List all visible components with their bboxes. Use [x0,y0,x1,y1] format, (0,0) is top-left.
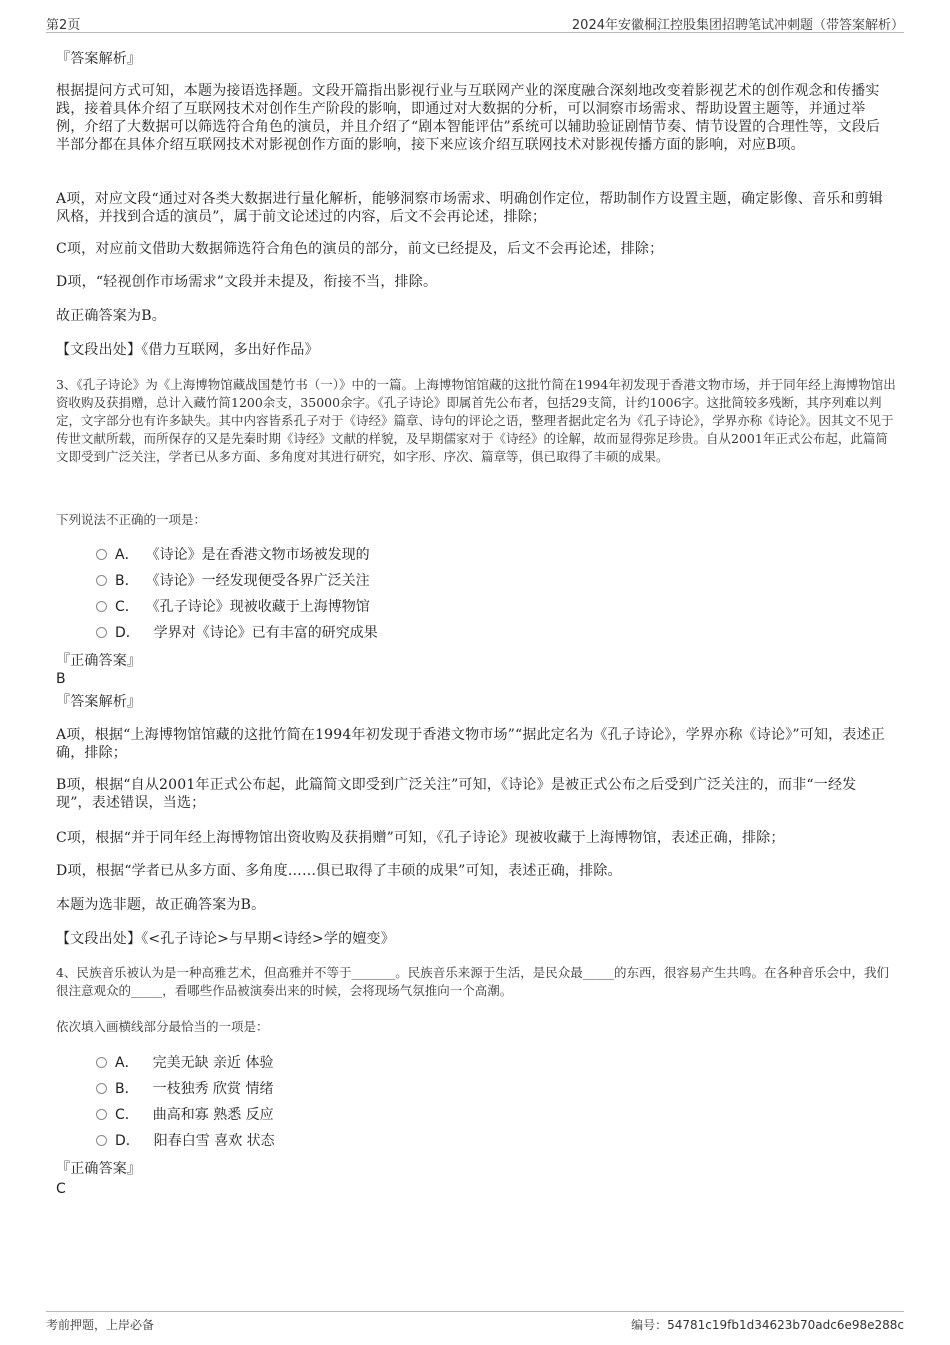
q3-answer-label: 『正确答案』 [56,653,142,669]
q4-stem: 4、民族音乐被认为是一种高雅艺术，但高雅并不等于_______。民族音乐来源于生活，是民众最_____的东西，很容易产生共鸣。在各种音乐会中，我们很注意观众的_____，看哪些作品被演奏出来的时候，会将现场气氛推向一个高潮。 [56,965,889,998]
q4-option-c[interactable] [96,1106,274,1124]
page-header [46,12,904,33]
q3-answer: B [56,671,66,687]
q3-analysis-option-d: D项，根据“学者已从多方面、多角度……俱已取得了丰硕的成果”可知，表述正确，排除。 [56,863,622,879]
footer-serial: 编号：54781c19fb1d34623b70adc6e98e288c [631,1318,904,1332]
option-letter: D． [115,1133,140,1149]
option-text: 阳春白雪 喜欢 状态 [153,1133,275,1149]
q4-answer: C [56,1181,66,1197]
radio-icon[interactable] [96,1109,107,1120]
q2-source: 【文段出处】《借力互联网，多出好作品》 [56,342,319,358]
q3-analysis-label: 『答案解析』 [56,694,142,710]
page-footer [46,1311,904,1336]
radio-icon[interactable] [96,549,107,560]
q4-option-d[interactable] [96,1132,275,1150]
radio-icon[interactable] [96,1135,107,1146]
footer-slogan: 考前押题，上岸必备 [46,1318,155,1332]
option-text: 《孔子诗论》现被收藏于上海博物馆 [152,599,370,615]
q3-stem: 3、《孔子诗论》为《上海博物馆藏战国楚竹书（一）》中的一篇。上海博物馆馆藏的这批竹简在1994年初发现于香港文物市场，并于同年经上海博物馆出资收购及获捐赠，总计入藏竹简1200余支，35000余字。《孔子诗论》即属首先公布者，包括29支简，计约1006字。这批简较多残断，其序列难以判定，文字部分也有许多缺失。其中内容皆系孔子对于《诗经》篇章、诗句的评论之语，整理者据此定名为《孔子诗论》，学界亦称《诗论》。因其文不见于传世文献所载，而所保存的又是先秦时期《诗经》文献的样貌，及早期儒家对于《诗经》的诠解，故而显得弥足珍贵。自从2001年正式公布起，此篇简文即受到广泛关注，学者已从多方面、多角度对其进行研究，如字形、序次、篇章等，俱已取得了丰硕的成果。 [56,377,896,464]
radio-icon[interactable] [96,627,107,638]
q3-conclusion: 本题为选非题，故正确答案为B。 [56,897,266,913]
q2-analysis-option-c: C项，对应前文借助大数据筛选符合角色的演员的部分，前文已经提及，后文不会再论述，排除； [56,241,664,257]
q4-answer-label: 『正确答案』 [56,1161,142,1177]
option-letter: D． [115,625,140,641]
option-letter: B． [115,1081,139,1097]
q3-option-d[interactable] [96,624,378,642]
option-letter: B． [115,573,139,589]
q2-analysis-option-a: A项，对应文段“通过对各类大数据进行量化解析，能够洞察市场需求、明确创作定位，帮助制作方设置主题，确定影像、音乐和剪辑风格，并找到合适的演员”，属于前文论述过的内容，后文不会再论述，排除； [56,191,884,225]
radio-icon[interactable] [96,601,107,612]
q3-analysis-option-a: A项，根据“上海博物馆馆藏的这批竹简在1994年初发现于香港文物市场”“据此定名为《孔子诗论》，学界亦称《诗论》”可知，表述正确，排除； [56,727,885,761]
option-letter: A． [115,1055,139,1071]
q2-analysis-paragraph: 根据提问方式可知，本题为接语选择题。文段开篇指出影视行业与互联网产业的深度融合深刻地改变着影视艺术的创作观念和传播实践，接着具体介绍了互联网技术对创作生产阶段的影响，即通过对大数据的分析，可以洞察市场需求、帮助设置主题等，并通过举例，介绍了大数据可以筛选符合角色的演员，并且介绍了“剧本智能评估”系统可以辅助验证剧情节奏、情节设置的合理性等，文段后半部分都在具体介绍互联网技术对影视创作方面的影响，接下来应该介绍互联网技术对影视传播方面的影响，对应B项。 [56,83,881,153]
q3-option-a[interactable] [96,546,370,564]
option-letter: A． [115,547,139,563]
q2-analysis-option-d: D项，“轻视创作市场需求”文段并未提及，衔接不当，排除。 [56,274,438,290]
option-text: 《诗论》是在香港文物市场被发现的 [152,547,370,563]
document-title: 2024年安徽桐江控股集团招聘笔试冲刺题（带答案解析） [571,18,904,33]
option-letter: C． [115,1107,139,1123]
q3-analysis-option-b: B项，根据“自从2001年正式公布起，此篇简文即受到广泛关注”可知，《诗论》是被正式公布之后受到广泛关注的，而非“一经发现”，表述错误，当选； [56,777,857,811]
q2-analysis-label: 『答案解析』 [56,51,142,67]
q3-option-c[interactable] [96,598,370,616]
q4-option-b[interactable] [96,1080,274,1098]
page-number: 第2页 [46,18,81,33]
option-text: 《诗论》一经发现便受各界广泛关注 [152,573,370,589]
q2-conclusion: 故正确答案为B。 [56,308,166,324]
radio-icon[interactable] [96,575,107,586]
radio-icon[interactable] [96,1083,107,1094]
option-letter: C． [115,599,139,615]
option-text: 曲高和寡 熟悉 反应 [152,1107,274,1123]
q4-question: 依次填入画横线部分最恰当的一项是： [56,1019,269,1034]
option-text: 学界对《诗论》已有丰富的研究成果 [153,625,378,641]
q3-question: 下列说法不正确的一项是： [56,512,207,527]
option-text: 完美无缺 亲近 体验 [152,1055,274,1071]
q3-source: 【文段出处】《<孔子诗论>与早期<诗经>学的嬗变》 [56,931,395,947]
q4-option-a[interactable] [96,1054,273,1072]
q3-option-b[interactable] [96,572,370,590]
option-text: 一枝独秀 欣赏 情绪 [152,1081,274,1097]
radio-icon[interactable] [96,1057,107,1068]
q3-analysis-option-c: C项，根据“并于同年经上海博物馆出资收购及获捐赠”可知，《孔子诗论》现被收藏于上海博物馆，表述正确，排除； [56,830,785,846]
